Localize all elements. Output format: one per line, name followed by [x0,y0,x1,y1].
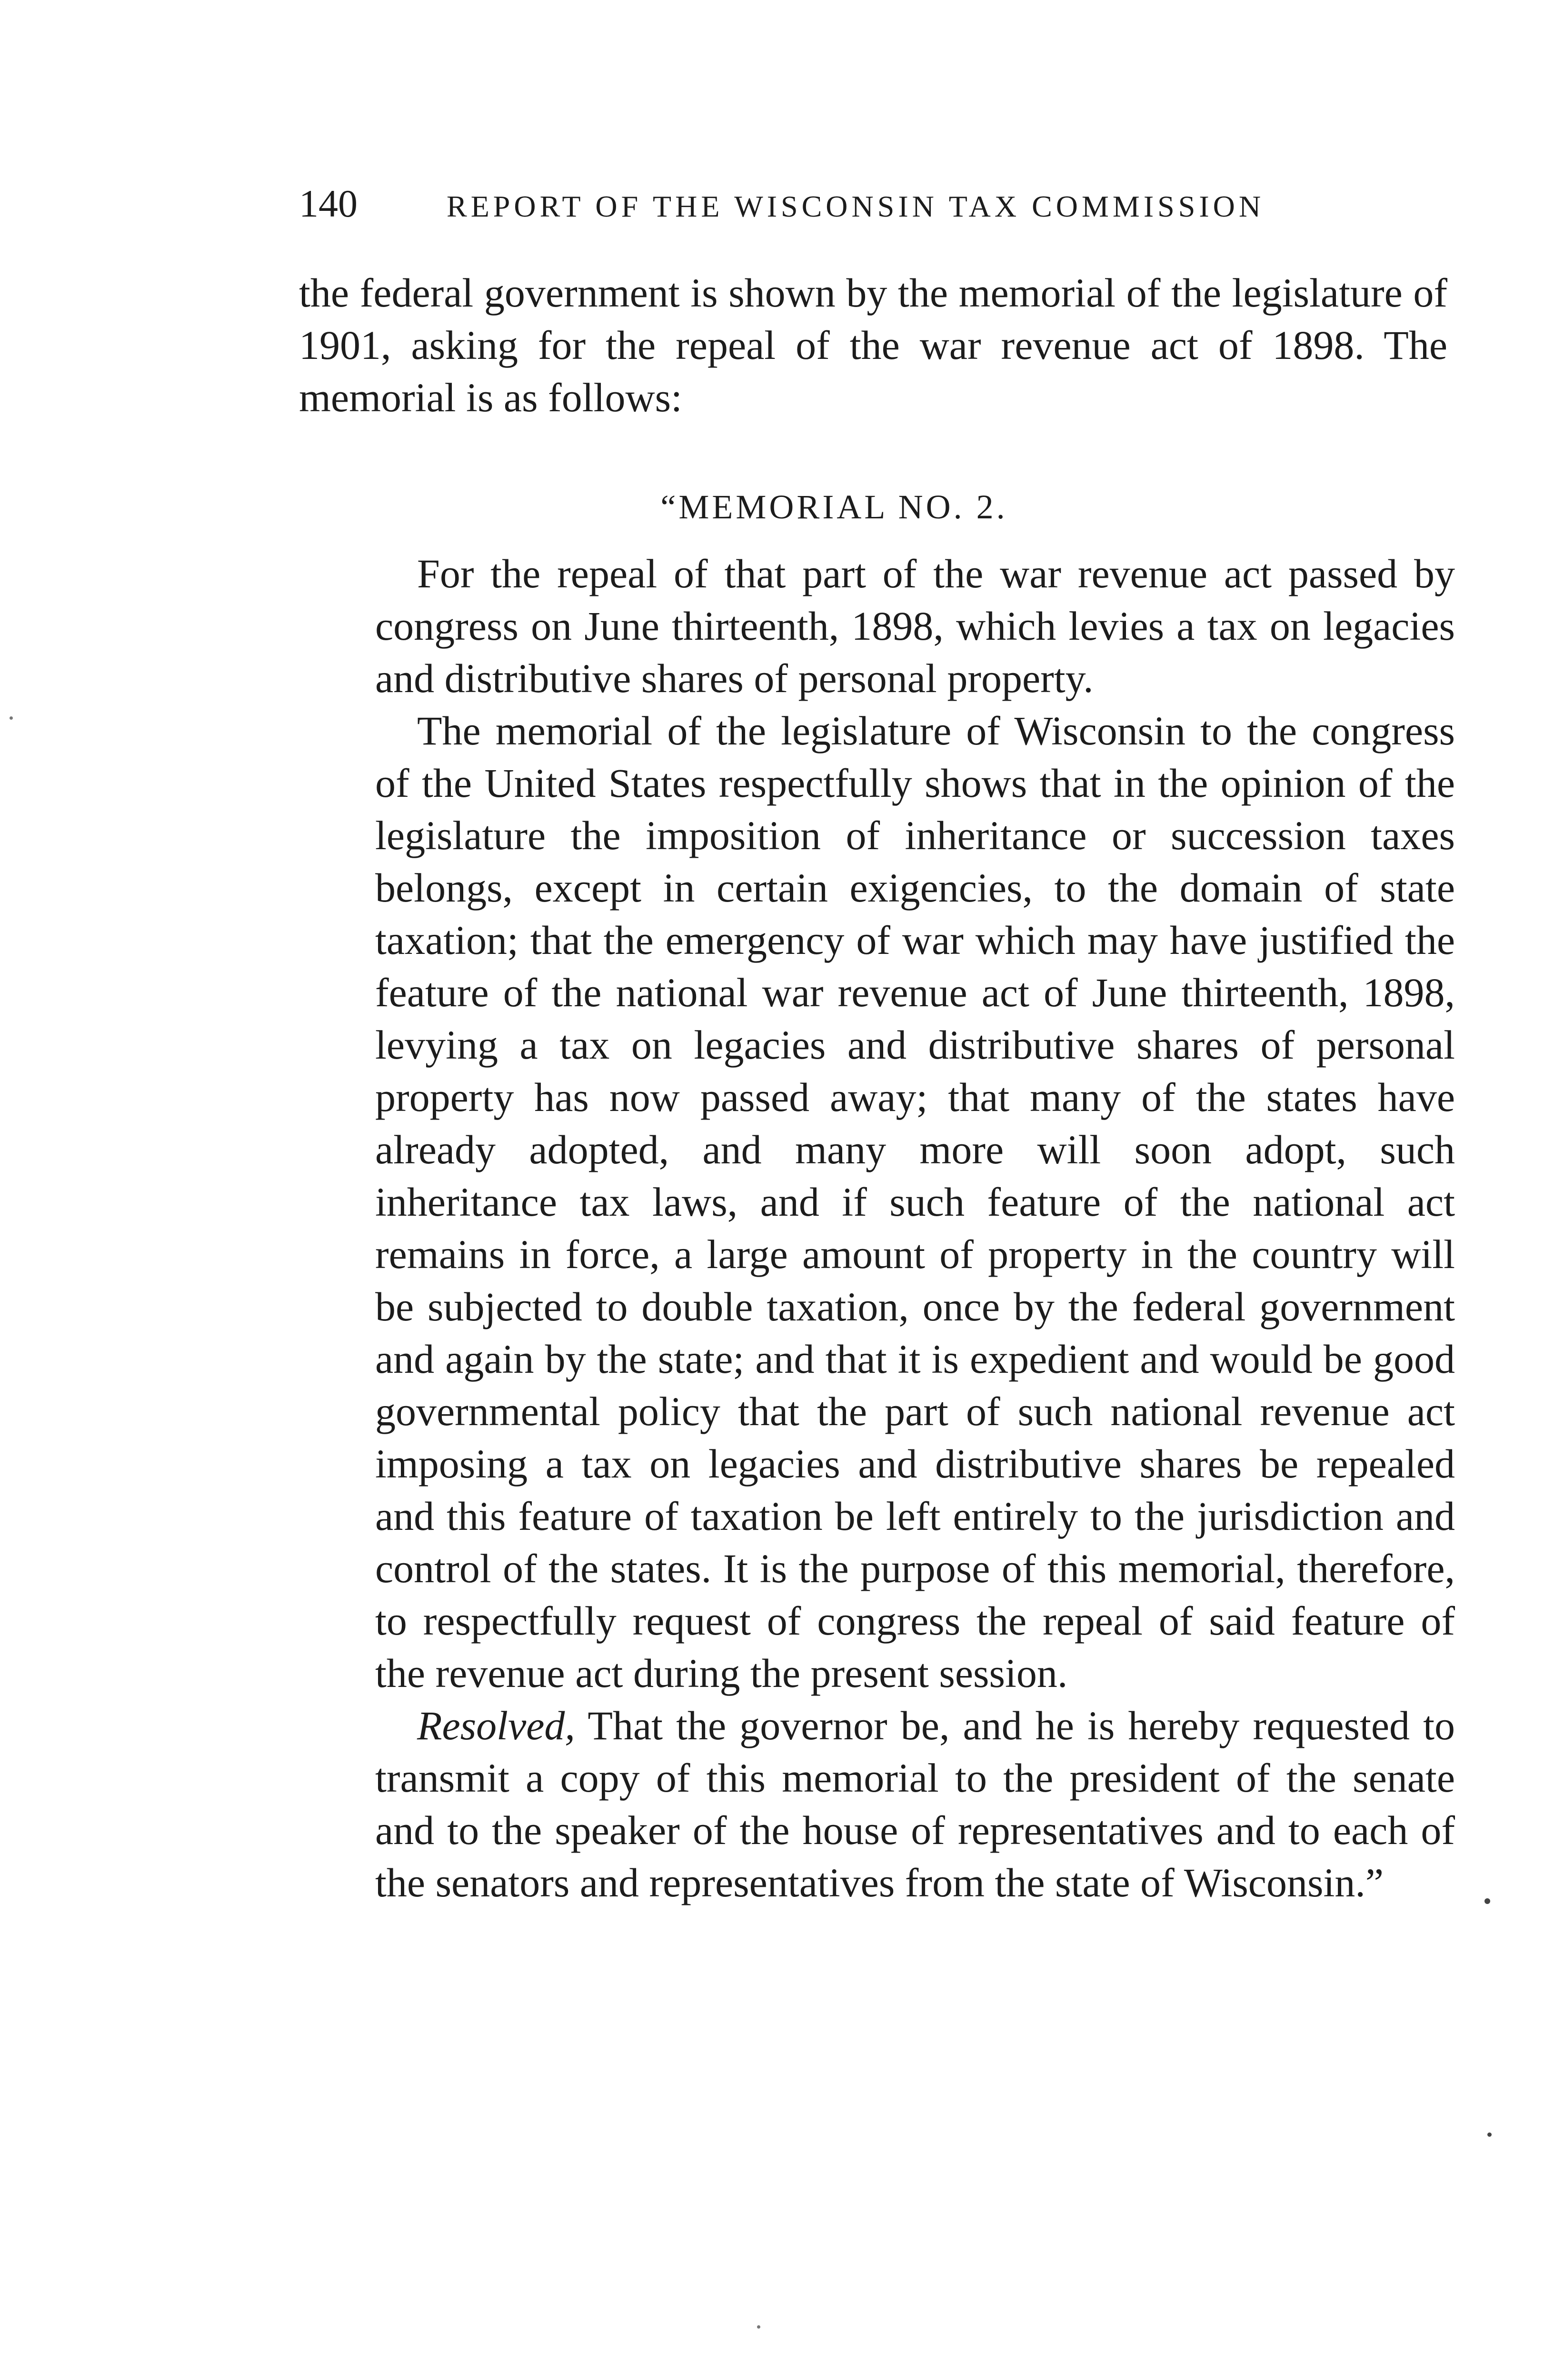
scan-speck [10,716,13,720]
intro-paragraph: the federal government is shown by the memorial of the legislature of 1901, asking for the repeal of the war revenue act of 1898. The memorial is as follows: [299,270,1447,420]
memorial-text [375,547,1455,1909]
resolved-label: Resolved, [417,1703,575,1748]
scan-speck [757,2325,760,2329]
scan-speck [1484,1898,1490,1904]
scan-speck [1487,2132,1492,2137]
memorial-body: The memorial of the legislature of Wisconsin to the congress of the United States respectfully shows that in the opinion of the legislature the imposition of inheritance or succession taxes belongs, except in certain exigencies, to the domain of state taxation; that the emergency of war which may have justified the feature of the national war revenue act of June thirteenth, 1898, levying a tax on legacies and distributive shares of personal property has now passed away; that many of the states have already adopted, and many more will soon adopt, such inheritance tax laws, and if such feature of the national act remains in force, a large amount of property in the country will be subjected to double taxation, once by the federal government and again by the state; and that it is expedient and would be good governmental policy that the part of such national revenue act imposing a tax on legacies and distributive shares be repealed and this feature of taxation be left entirely to the jurisdiction and control of the states. It is the purpose of this memorial, therefore, to respectfully request of congress the repeal of said feature of the revenue act during the present session. [375,708,1455,1696]
page-number: 140 [299,182,358,225]
resolution-text: That the governor be, and he is hereby requested to transmit a copy of this memorial to the president of the senate and to the speaker of the house of representatives and to each of the senators and representatives from the state of Wisconsin.” [375,1703,1455,1905]
memorial-title: “MEMORIAL NO. 2. [660,488,1008,526]
memorial-resolution [375,1699,1455,1909]
memorial-preamble: For the repeal of that part of the war revenue act passed by congress on June thirteenth, 1898, which levies a tax on legacies and distributive shares of personal property. [375,551,1455,701]
page-header [299,180,1289,228]
running-head: REPORT OF THE WISCONSIN TAX COMMISSION [447,189,1265,223]
